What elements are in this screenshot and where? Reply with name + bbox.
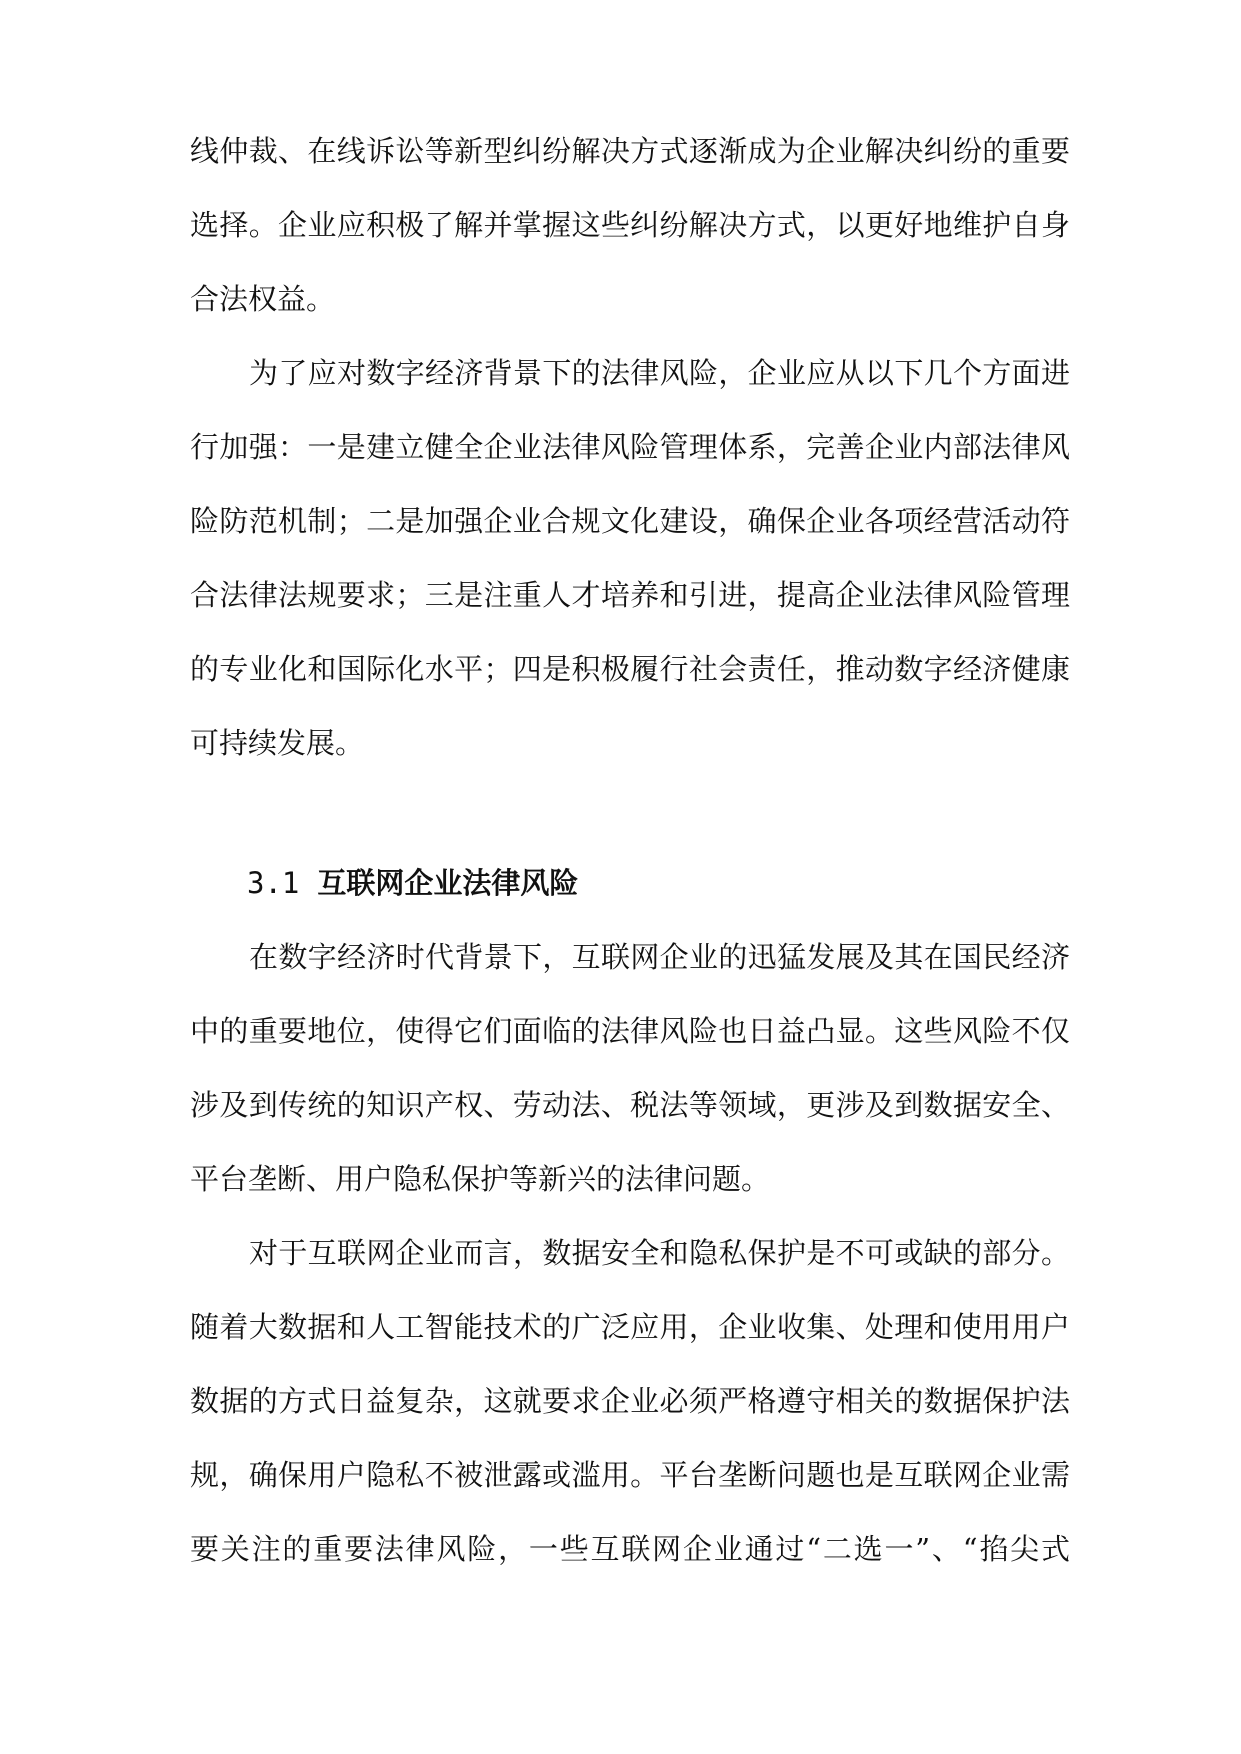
section-number: 3.1 (247, 866, 300, 900)
paragraph-line: 可持续发展。 (190, 726, 365, 760)
paragraph-line: 线仲裁、在线诉讼等新型纠纷解决方式逐渐成为企业解决纠纷的重要 (190, 134, 1070, 168)
paragraph-line: 平台垄断、用户隐私保护等新兴的法律问题。 (190, 1162, 771, 1196)
paragraph-line: 对于互联网企业而言，数据安全和隐私保护是不可或缺的部分。 (249, 1236, 1070, 1270)
paragraph-line: 随着大数据和人工智能技术的广泛应用，企业收集、处理和使用用户 (190, 1310, 1070, 1344)
paragraph-line: 合法律法规要求；三是注重人才培养和引进，提高企业法律风险管理 (190, 578, 1070, 612)
paragraph-line: 中的重要地位，使得它们面临的法律风险也日益凸显。这些风险不仅 (190, 1014, 1070, 1048)
paragraph-line: 行加强：一是建立健全企业法律风险管理体系，完善企业内部法律风 (190, 430, 1070, 464)
paragraph-line: 数据的方式日益复杂，这就要求企业必须严格遵守相关的数据保护法 (190, 1384, 1070, 1418)
paragraph-line: 险防范机制；二是加强企业合规文化建设，确保企业各项经营活动符 (190, 504, 1070, 538)
paragraph-line: 为了应对数字经济背景下的法律风险，企业应从以下几个方面进 (249, 356, 1070, 390)
paragraph-line: 在数字经济时代背景下，互联网企业的迅猛发展及其在国民经济 (249, 940, 1070, 974)
section-heading (247, 846, 578, 920)
paragraph-line: 规，确保用户隐私不被泄露或滥用。平台垄断问题也是互联网企业需 (190, 1458, 1070, 1492)
paragraph-line: 要关注的重要法律风险，一些互联网企业通过“二选一”、“掐尖式 (190, 1532, 1070, 1566)
paragraph-line: 选择。企业应积极了解并掌握这些纠纷解决方式，以更好地维护自身 (190, 208, 1070, 242)
section-title: 互联网企业法律风险 (317, 866, 579, 900)
paragraph-line: 的专业化和国际化水平；四是积极履行社会责任，推动数字经济健康 (190, 652, 1070, 686)
paragraph-line: 合法权益。 (190, 282, 336, 316)
paragraph-line: 涉及到传统的知识产权、劳动法、税法等领域，更涉及到数据安全、 (190, 1088, 1070, 1122)
